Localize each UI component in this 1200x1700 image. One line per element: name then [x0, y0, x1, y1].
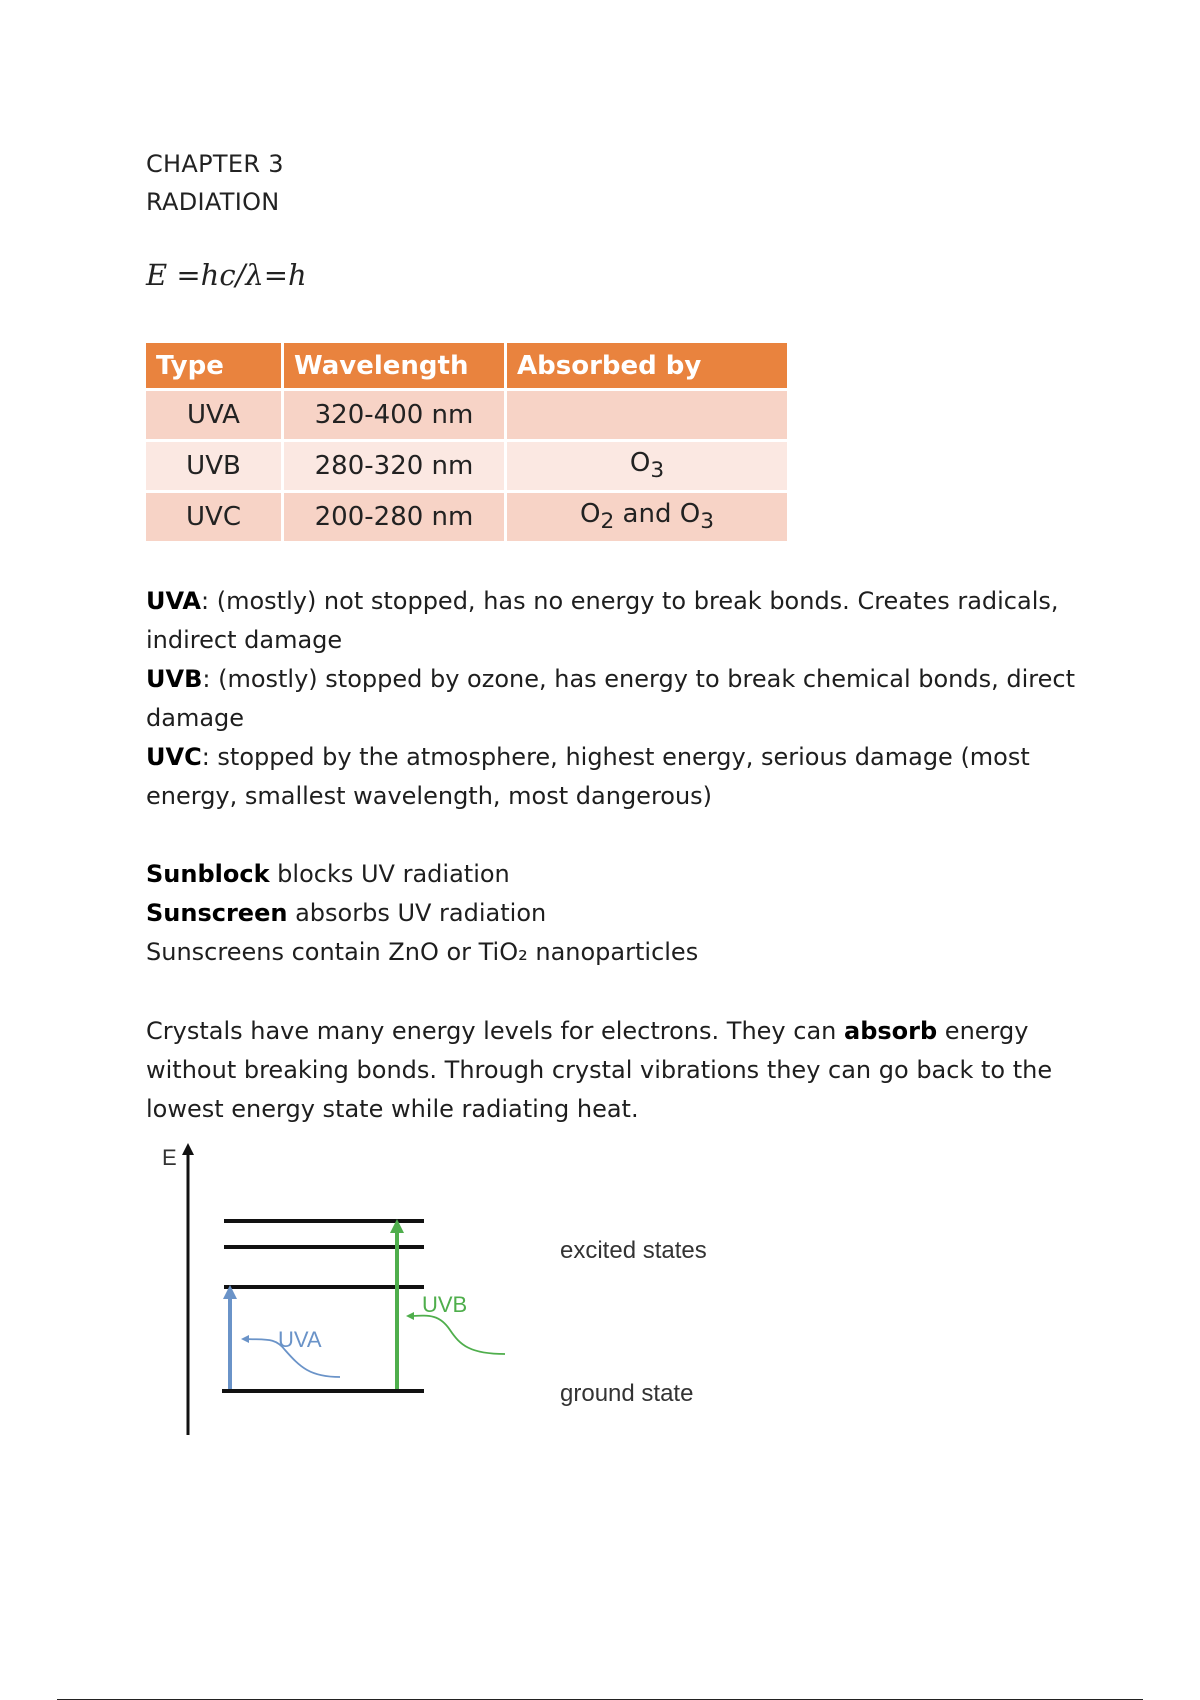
- uvb-term: UVB: [146, 665, 203, 693]
- cell-wavelength: 320-400 nm: [283, 390, 506, 441]
- table-row: [146, 390, 787, 441]
- chapter-number: CHAPTER 3: [146, 150, 284, 178]
- energy-axis-label: E: [162, 1145, 177, 1170]
- uvb-wave-icon: [412, 1316, 505, 1354]
- cell-wavelength: 200-280 nm: [283, 492, 506, 542]
- energy-level-diagram: [150, 1135, 770, 1455]
- uvb-description: [146, 660, 1076, 738]
- cell-type: UVA: [146, 390, 283, 441]
- uv-types-table: [146, 343, 787, 541]
- cell-wavelength: 280-320 nm: [283, 441, 506, 492]
- crystals-text-2: energy without breaking bonds. Through crystal vibrations they can go back to the lowest energy state while radiating heat.: [146, 1017, 1053, 1123]
- uvc-text: : stopped by the atmosphere, highest energy, serious damage (most energy, smallest wavelength, most dangerous): [146, 743, 1030, 810]
- uvb-wave-arrowhead: [406, 1312, 414, 1320]
- energy-axis-arrowhead: [182, 1143, 194, 1155]
- uvc-description: [146, 738, 1076, 816]
- sunblock-text: blocks UV radiation: [269, 860, 510, 888]
- cell-absorbed: $O_2$ and $O_3$: [506, 492, 788, 542]
- uva-label: UVA: [278, 1327, 322, 1352]
- table-row: [146, 492, 787, 542]
- crystals-text-1: Crystals have many energy levels for electrons. They can: [146, 1017, 844, 1045]
- cell-type: UVC: [146, 492, 283, 542]
- crystals-paragraph: [146, 1012, 1076, 1129]
- header-type: Type: [146, 343, 283, 390]
- header-absorbed-by: Absorbed by: [506, 343, 788, 390]
- uvb-text: : (mostly) stopped by ozone, has energy to break chemical bonds, direct damage: [146, 665, 1075, 732]
- sunscreen-text: absorbs UV radiation: [287, 899, 547, 927]
- sunblock-line: [146, 855, 1076, 894]
- energy-formula: E =hc/λ=h: [146, 258, 307, 292]
- chapter-title: RADIATION: [146, 188, 280, 216]
- cell-absorbed: $O_3$: [506, 441, 788, 492]
- sun-protection: [146, 855, 1076, 972]
- excited-states-label: excited states: [560, 1237, 707, 1264]
- uv-descriptions: [146, 582, 1076, 816]
- ground-state-label: ground state: [560, 1380, 694, 1407]
- uva-text: : (mostly) not stopped, has no energy to break bonds. Creates radicals, indirect damage: [146, 587, 1059, 654]
- table-header-row: [146, 343, 787, 390]
- sunblock-term: Sunblock: [146, 860, 270, 888]
- cell-absorbed: [506, 390, 788, 441]
- sunscreen-line: [146, 894, 1076, 933]
- sunscreen-contain-line: Sunscreens contain ZnO or TiO₂ nanoparticles: [146, 938, 699, 966]
- sunscreen-term: Sunscreen: [146, 899, 288, 927]
- table-row: [146, 441, 787, 492]
- cell-type: UVB: [146, 441, 283, 492]
- uva-wave-arrowhead: [241, 1335, 249, 1343]
- uva-description: [146, 582, 1076, 660]
- uva-term: UVA: [146, 587, 202, 615]
- crystals-bold: absorb: [844, 1017, 938, 1045]
- uvc-term: UVC: [146, 743, 202, 771]
- header-wavelength: Wavelength: [283, 343, 506, 390]
- uvb-label: UVB: [422, 1292, 468, 1317]
